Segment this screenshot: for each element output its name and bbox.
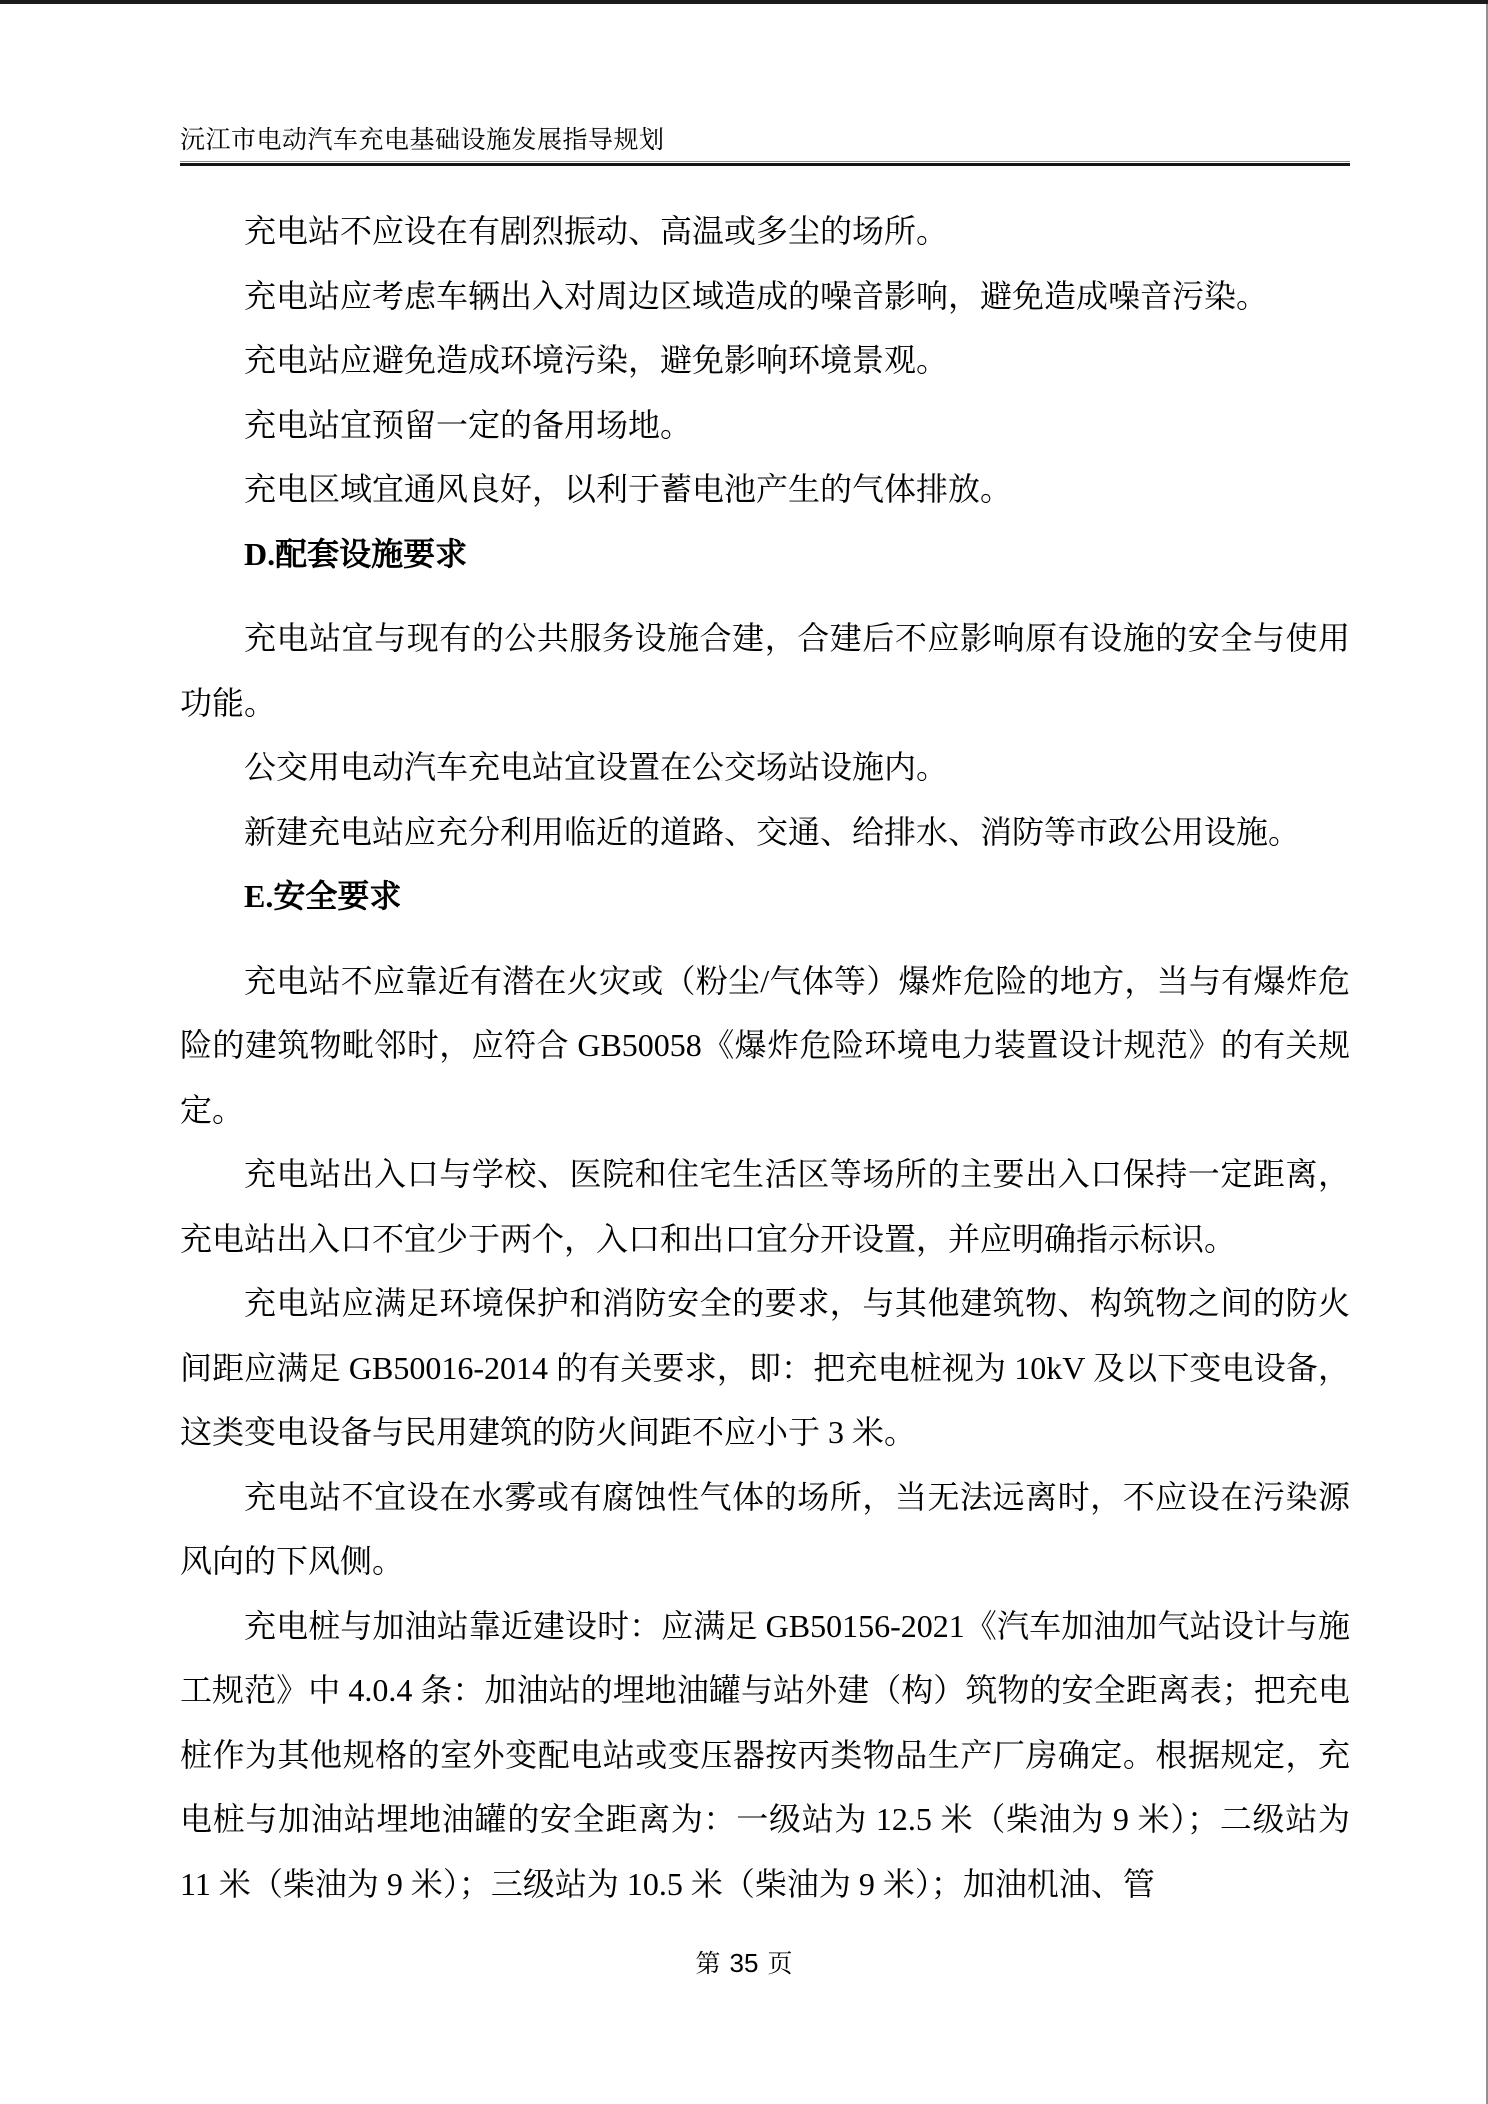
paragraph: 充电站不宜设在水雾或有腐蚀性气体的场所，当无法远离时，不应设在污染源风向的下风侧。 (180, 1478, 1350, 1579)
paragraph: 充电站出入口与学校、医院和住宅生活区等场所的主要出入口保持一定距离，充电站出入口不宜少于两个，入口和出口宜分开设置，并应明确指示标识。 (180, 1156, 1350, 1257)
paragraph: 充电站不应设在有剧烈振动、高温或多尘的场所。 (244, 213, 949, 249)
paragraph: 充电站应考虑车辆出入对周边区域造成的噪音影响，避免造成噪音污染。 (244, 277, 1269, 314)
running-header-title: 沅江市电动汽车充电基础设施发展指导规划 (180, 127, 665, 154)
page-content (180, 0, 1350, 1916)
page-number: 35 (729, 1948, 759, 1978)
paragraph: 公交用电动汽车充电站宜设置在公交场站设施内。 (244, 749, 949, 785)
section-heading-e: E.安全要求 (244, 878, 402, 914)
paragraph: 充电站应避免造成环境污染，避免影响环境景观。 (244, 342, 949, 378)
section-heading-d: D.配套设施要求 (244, 535, 468, 572)
paragraph: 充电桩与加油站靠近建设时：应满足 GB50156-2021《汽车加油加气站设计与施工规范》中 4.0.4 条：加油站的埋地油罐与站外建（构）筑物的安全距离表；把充电桩作为其他规格的室外变配电站或变压器按丙类物品生产厂房确定。根据规定，充电桩与加油站埋地油罐的安全距离为：一级站为 12.5 米（柴油为 9 米）；二级站为 11 米（柴油为 9 米）；三级站为 10.5 米（柴油为 9 米）；加油机油、管 (180, 1607, 1350, 1902)
footer-prefix: 第 (695, 1951, 721, 1978)
paragraph: 充电站应满足环境保护和消防安全的要求，与其他建筑物、构筑物之间的防火间距应满足 GB50016-2014 的有关要求，即：把充电桩视为 10kV 及以下变电设备，这类变电设备与民用建筑的防火间距不应小于 3 米。 (180, 1285, 1350, 1450)
page-footer (0, 1946, 1488, 1982)
footer-suffix: 页 (767, 1951, 793, 1978)
paragraph: 充电站不应靠近有潜在火灾或（粉尘/气体等）爆炸危险的地方，当与有爆炸危险的建筑物毗邻时，应符合 GB50058《爆炸危险环境电力装置设计规范》的有关规定。 (180, 962, 1350, 1128)
paragraph: 新建充电站应充分利用临近的道路、交通、给排水、消防等市政公用设施。 (244, 813, 1301, 850)
paragraph: 充电站宜预留一定的备用场地。 (244, 406, 693, 443)
document-body (180, 166, 1350, 1916)
paragraph: 充电区域宜通风良好，以利于蓄电池产生的气体排放。 (244, 471, 1013, 507)
paragraph: 充电站宜与现有的公共服务设施合建，合建后不应影响原有设施的安全与使用功能。 (180, 620, 1350, 721)
